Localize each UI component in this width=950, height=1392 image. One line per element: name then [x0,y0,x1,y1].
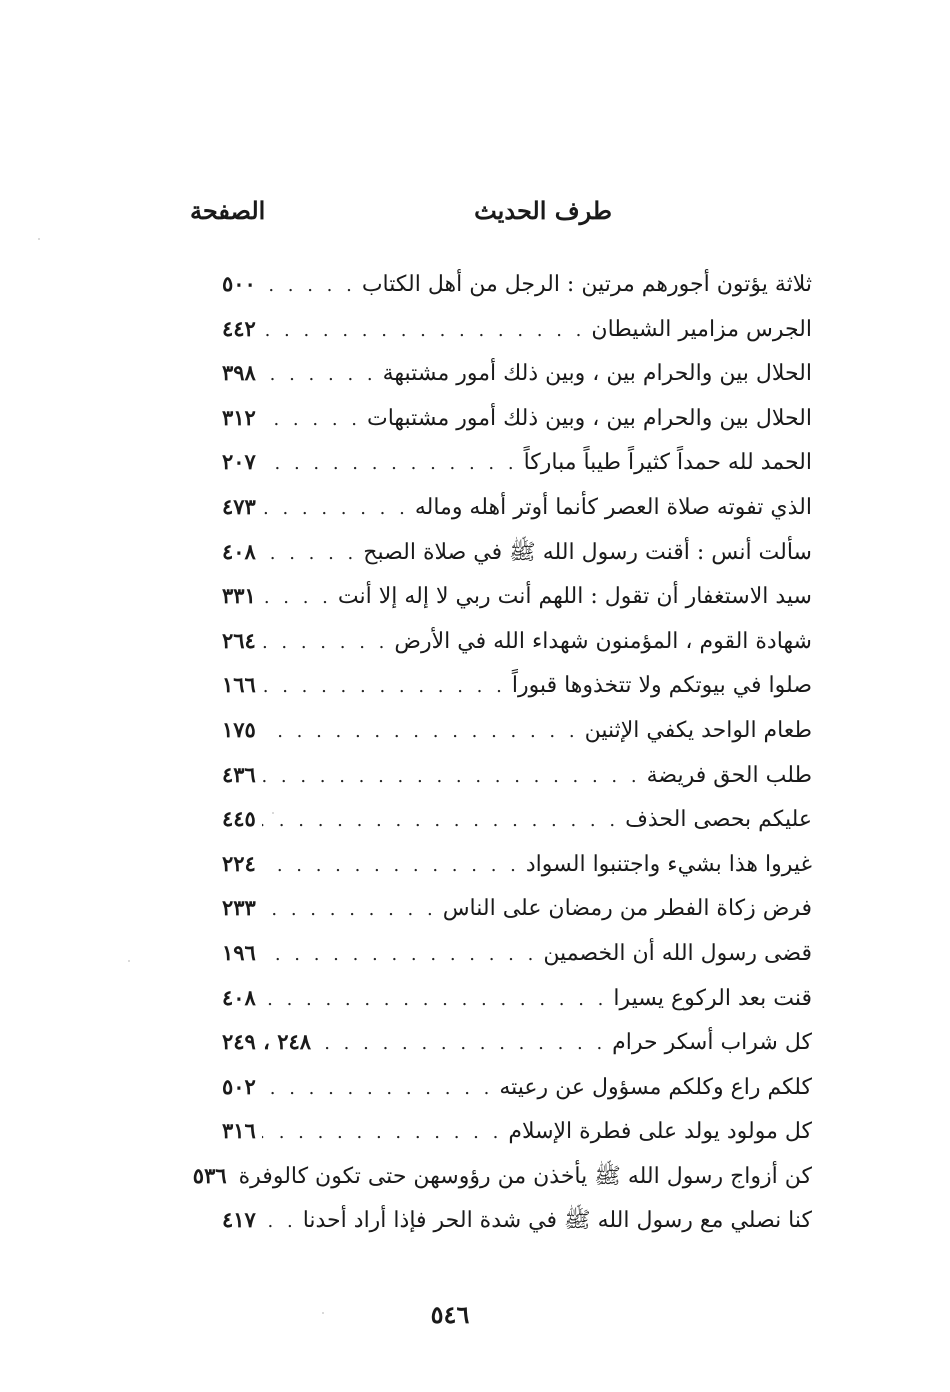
hadith-text: سألت أنس : أقنت رسول الله ﷺ في صلاة الصبح [363,539,812,565]
list-item [222,1065,812,1110]
list-item [222,1198,812,1243]
list-item [222,574,812,619]
leader-dots [262,710,579,754]
list-item [222,262,812,307]
hadith-text: طعام الواحد يكفي الإثنين [584,717,812,743]
page-number: ٢٢٤ [222,850,256,876]
page-number: ٤٠٨ [222,984,256,1010]
hadith-text: كل شراب أسكر حرام [612,1030,812,1056]
leader-dots [262,755,641,799]
leader-dots [262,398,361,442]
leader-dots [262,576,332,620]
page-number: ٣٣١ [222,583,256,609]
leader-dots [262,309,586,353]
hadith-index-list [192,262,812,1243]
hadith-text: الذي تفوته صلاة العصر كأنما أوتر أهله وماله [414,494,812,520]
leader-dots [262,978,608,1022]
page-number: ١٩٦ [222,939,256,965]
list-item [222,797,812,842]
list-item [222,485,812,530]
list-item [222,619,812,664]
page-number: ٢٣٣ [222,895,256,921]
page-number: ٥٣٦ [192,1162,227,1188]
paper-speck [128,960,130,962]
leader-dots [262,1111,502,1155]
hadith-text: غيروا هذا بشيء واجتنبوا السواد [525,851,812,877]
page-number: ٣٩٨ [222,360,256,386]
page-number: ٣١٢ [222,404,256,430]
column-title-hadith: طرف الحديث [474,196,612,225]
hadith-text: كل مولود يولد على فطرة الإسلام [508,1119,812,1145]
hadith-text: عليكم بحصى الحذف [625,807,812,833]
leader-dots [262,665,506,709]
paper-speck [38,238,40,240]
paper-speck [322,1312,324,1314]
page-number: ٤٠٨ [222,538,256,564]
page-number: ٤٤٥ [222,806,256,832]
page-folio-number: ٥٤٦ [430,1300,470,1329]
hadith-text: كنا نصلي مع رسول الله ﷺ في شدة الحر فإذا أراد أحدنا [302,1208,812,1234]
leader-dots [262,442,518,486]
list-item [222,1020,812,1065]
page-number: ٢٠٧ [222,449,256,475]
leader-dots [262,1067,494,1111]
list-item [222,886,812,931]
leader-dots [317,1022,606,1066]
list-item [222,396,812,441]
list-item [222,753,812,798]
list-item [222,976,812,1021]
hadith-text: صلوا في بيوتكم ولا تتخذوها قبوراً [511,673,812,699]
list-item [222,530,812,575]
hadith-text: فرض زكاة الفطر من رمضان على الناس [442,896,812,922]
page-number: ٤٤٢ [222,315,256,341]
page-number: ١٦٦ [222,672,256,698]
hadith-text: ثلاثة يؤتون أجورهم مرتين : الرجل من أهل الكتاب [361,272,812,297]
page-number: ٤٣٦ [222,761,256,787]
hadith-text: سيد الاستغفار أن تقول : اللهم أنت ربي لا إله إلا أنت [337,584,812,610]
hadith-text: قضى رسول الله أن الخصمين [543,940,812,966]
leader-dots [262,264,356,308]
page-number: ٥٠٢ [222,1073,256,1099]
list-item [222,663,812,708]
leader-dots [262,621,389,665]
hadith-text: طلب الحق فريضة [646,762,812,788]
leader-dots [262,799,619,843]
hadith-text: كلكم راع وكلكم مسؤول عن رعيته [499,1074,812,1100]
index-header [190,196,812,236]
page-number: ٤١٧ [222,1207,256,1233]
list-item [222,1109,812,1154]
leader-dots [262,844,520,888]
hadith-text: شهادة القوم ، المؤمنون شهداء الله في الأرض [394,628,812,654]
hadith-text: الجرس مزامير الشيطان [591,316,812,342]
leader-dots [262,1200,297,1244]
hadith-text: الحلال بين والحرام بين ، وبين ذلك أمور مشتبهات [366,405,812,431]
column-title-page: الصفحة [190,196,266,225]
hadith-text: الحلال بين والحرام بين ، وبين ذلك أمور مشتبهة [382,361,812,387]
list-item [192,1154,812,1199]
leader-dots [262,532,357,576]
page-number: ٢٤٨ ، ٢٤٩ [222,1029,312,1055]
list-item [222,708,812,753]
hadith-text: كن أزواج رسول الله ﷺ يأخذن من رؤوسهن حتى تكون كالوفرة [238,1163,812,1189]
page-number: ٥٠٠ [222,271,256,296]
list-item [222,931,812,976]
hadith-text: قنت بعد الركوع يسيرا [613,985,812,1011]
leader-dots [262,487,409,531]
page-number: ٤٧٣ [222,493,256,519]
page-number: ١٧٥ [222,716,256,742]
list-item [222,842,812,887]
page-number: ٣١٦ [222,1118,256,1144]
paper-speck [272,812,274,814]
hadith-text: الحمد لله حمداً كثيراً طيباً مباركاً [523,450,812,476]
list-item [222,440,812,485]
leader-dots [262,888,437,932]
page-number: ٢٦٤ [222,627,256,653]
list-item [222,351,812,396]
list-item [222,307,812,352]
leader-dots [262,933,537,977]
leader-dots [262,353,377,397]
